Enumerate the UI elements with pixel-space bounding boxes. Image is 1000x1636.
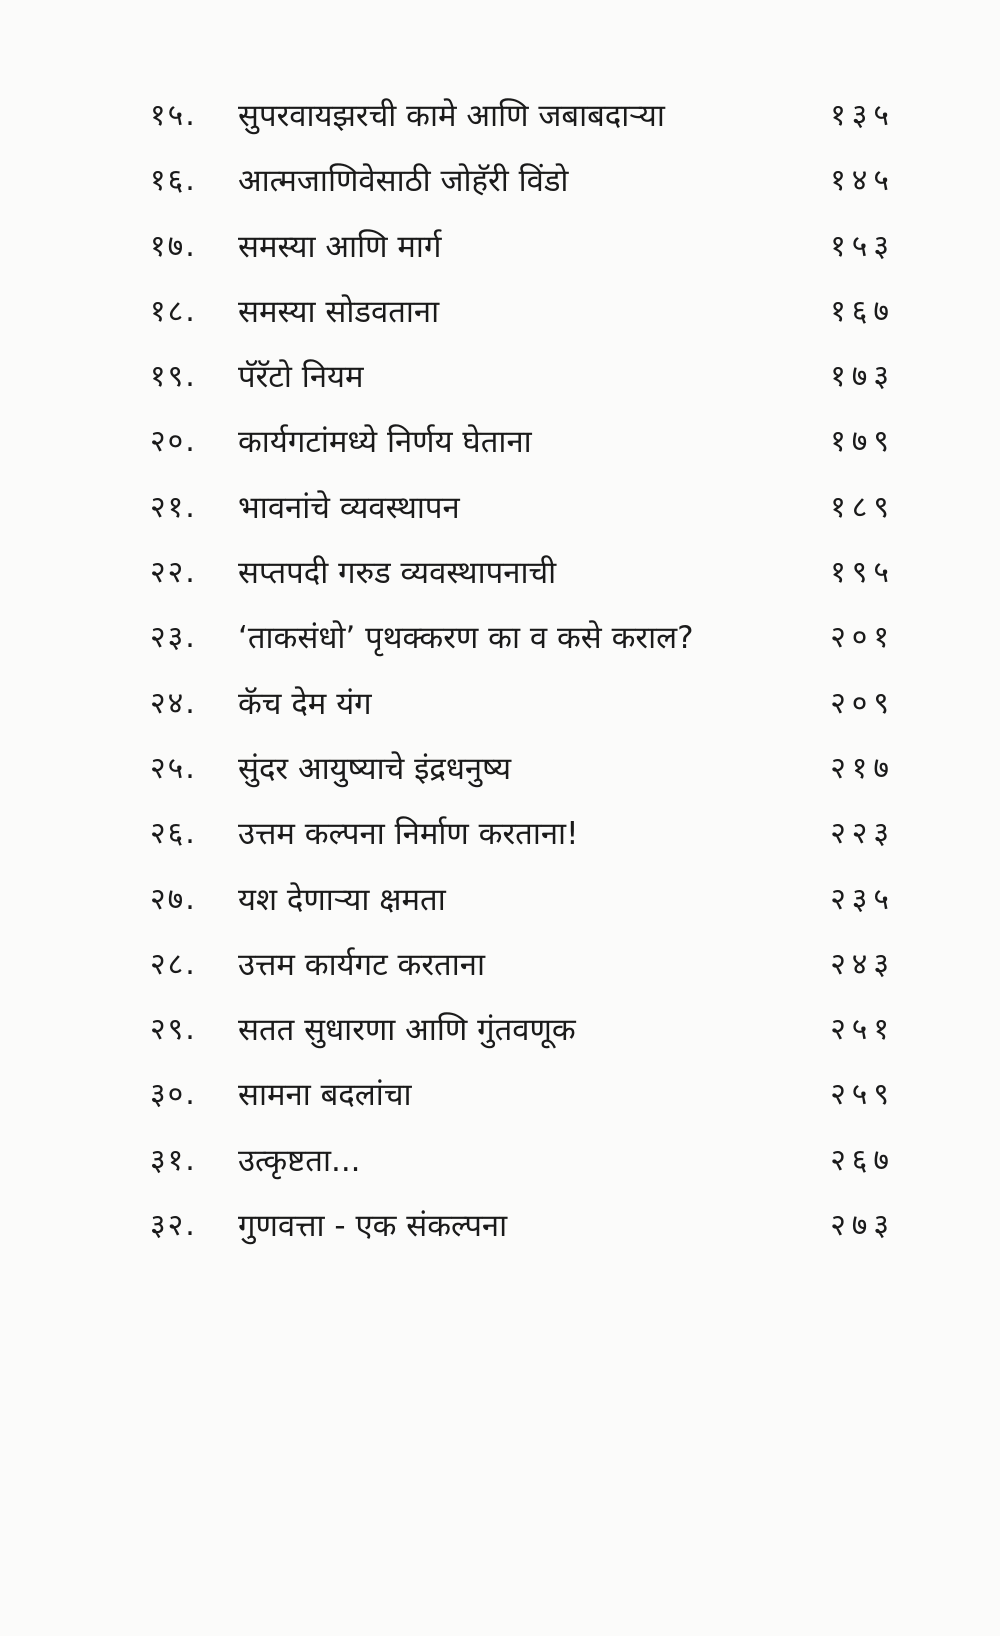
toc-entry-30 — [0, 1067, 1000, 1132]
toc-entry-23 — [0, 610, 1000, 675]
page-number: १५३ — [830, 228, 895, 264]
toc-entry-27 — [0, 872, 1000, 937]
chapter-title: आत्मजाणिवेसाठी जोहॅरी विंडो — [238, 163, 569, 200]
chapter-title: कार्यगटांमध्ये निर्णय घेताना — [238, 424, 532, 461]
chapter-title: सुंदर आयुष्याचे इंद्रधनुष्य — [238, 750, 512, 787]
chapter-title: गुणवत्ता - एक संकल्पना — [238, 1208, 508, 1245]
chapter-number: २९. — [150, 1012, 197, 1048]
toc-entry-22 — [0, 545, 1000, 610]
toc-entry-16 — [0, 153, 1000, 218]
toc-entry-26 — [0, 806, 1000, 871]
chapter-title: यश देणाऱ्या क्षमता — [238, 881, 446, 918]
page-number: १७३ — [830, 359, 895, 395]
toc-entry-32 — [0, 1198, 1000, 1263]
chapter-number: २०. — [150, 424, 197, 460]
page-number: १४५ — [830, 163, 895, 199]
page-number: १८९ — [830, 489, 895, 525]
chapter-title: सतत सुधारणा आणि गुंतवणूक — [238, 1012, 576, 1049]
chapter-number: १७. — [150, 228, 197, 264]
chapter-title: कॅच देम यंग — [238, 685, 372, 722]
toc-entry-25 — [0, 741, 1000, 806]
chapter-number: १८. — [150, 293, 197, 329]
toc-entry-17 — [0, 219, 1000, 284]
toc-entry-19 — [0, 349, 1000, 414]
toc-entry-31 — [0, 1133, 1000, 1198]
toc-entry-18 — [0, 284, 1000, 349]
page-number: २४३ — [830, 946, 895, 982]
chapter-number: २३. — [150, 620, 197, 656]
page-number: २०९ — [830, 685, 895, 721]
page-number: २३५ — [830, 881, 895, 917]
chapter-title: ‘ताकसंधो’ पृथक्करण का व कसे कराल? — [238, 620, 694, 657]
chapter-title: समस्या सोडवताना — [238, 293, 440, 330]
chapter-number: २५. — [150, 750, 197, 786]
chapter-number: २८. — [150, 946, 197, 982]
chapter-title: उत्कृष्टता... — [238, 1142, 361, 1179]
toc-entry-20 — [0, 414, 1000, 479]
page-number: १७९ — [830, 424, 895, 460]
page-number: १६७ — [830, 293, 895, 329]
toc-entry-28 — [0, 937, 1000, 1002]
page-number: २०१ — [830, 620, 895, 656]
page-number: १३५ — [830, 98, 895, 133]
chapter-title: सामना बदलांचा — [238, 1077, 412, 1114]
toc-entry-15 — [0, 88, 1000, 153]
page-number: २६७ — [830, 1142, 895, 1178]
chapter-number: २२. — [150, 555, 197, 591]
chapter-number: ३१. — [150, 1142, 197, 1178]
page-number: १९५ — [830, 555, 895, 591]
chapter-number: २१. — [150, 489, 197, 525]
chapter-number: ३२. — [150, 1208, 197, 1244]
toc-entry-21 — [0, 480, 1000, 545]
chapter-title: पॅरॅटो नियम — [238, 359, 364, 396]
chapter-number: २६. — [150, 816, 197, 852]
chapter-number: १५. — [150, 98, 197, 133]
page-number: २७३ — [830, 1208, 895, 1244]
toc-entry-24 — [0, 676, 1000, 741]
chapter-number: ३०. — [150, 1077, 197, 1113]
chapter-number: १९. — [150, 359, 197, 395]
chapter-title: भावनांचे व्यवस्थापन — [238, 489, 460, 526]
page-number: २५९ — [830, 1077, 895, 1113]
chapter-title: उत्तम कार्यगट करताना — [238, 946, 485, 983]
chapter-number: १६. — [150, 163, 197, 199]
chapter-title: सुपरवायझरची कामे आणि जबाबदाऱ्या — [238, 98, 665, 134]
chapter-title: सप्तपदी गरुड व्यवस्थापनाची — [238, 555, 557, 592]
chapter-number: २७. — [150, 881, 197, 917]
page-number: २१७ — [830, 750, 895, 786]
chapter-title: समस्या आणि मार्ग — [238, 228, 442, 265]
page-number: २२३ — [830, 816, 895, 852]
toc-entry-29 — [0, 1002, 1000, 1067]
table-of-contents — [0, 88, 1000, 1263]
page-number: २५१ — [830, 1012, 895, 1048]
chapter-title: उत्तम कल्पना निर्माण करताना! — [238, 816, 579, 853]
chapter-number: २४. — [150, 685, 197, 721]
